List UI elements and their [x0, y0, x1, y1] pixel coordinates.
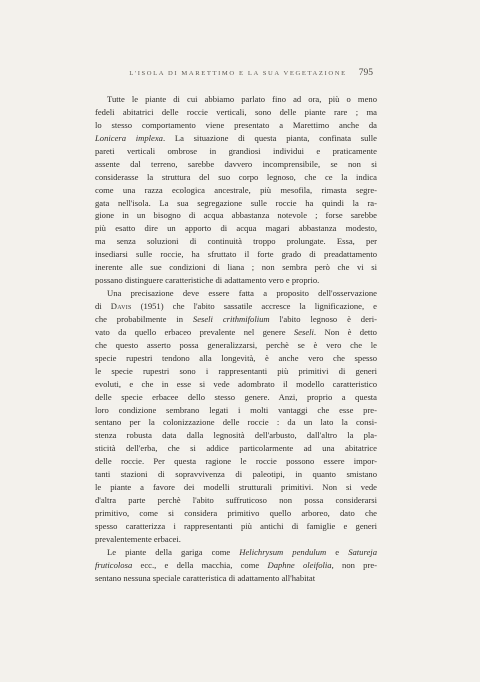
text-run: l'abito legnoso è deri-: [269, 313, 377, 324]
running-head: L'ISOLA DI MARETTIMO E LA SUA VEGETAZIONE: [129, 70, 347, 77]
text-line: [95, 429, 377, 442]
text-run: le specie rupestri sono i rappresentanti più primitivi di generi: [95, 365, 377, 376]
text-run: insediarsi sulle roccie, ha sfruttato il forte grado di preadattamento: [95, 249, 377, 260]
text-line: [95, 416, 377, 429]
text-line: [95, 352, 377, 365]
text-line: [95, 261, 377, 274]
text-line: [95, 222, 377, 235]
text-run: gione in un bisogno di acqua abbastanza notevole ; forse sarebbe: [95, 210, 377, 221]
text-run: (1951) che l'abito sassatile accresce la lignificazione, e: [131, 301, 377, 311]
text-line: [95, 481, 377, 494]
text-run: sentano nessuna speciale caratteristica di adattamento all'habitat: [95, 572, 316, 583]
text-line: [95, 145, 377, 158]
text-line: [95, 365, 377, 378]
text-line: [95, 248, 377, 261]
text-line: [95, 132, 377, 145]
text-run: delle specie erbacee dello stesso genere. Anzi, proprio a questa: [95, 391, 377, 402]
species-name: Lonicera implexa: [95, 132, 163, 143]
text-run: le piante a favore dei modelli strutturali primitivi. Non si vede: [95, 482, 377, 493]
species-name: Satureja: [348, 546, 377, 557]
text-run: che probabilmente in: [95, 313, 193, 324]
text-line: [95, 546, 377, 559]
text-line: [95, 326, 377, 339]
text-line: [95, 197, 377, 210]
text-run: ecc., e della macchia, come: [132, 559, 268, 570]
text-line: [95, 313, 377, 326]
text-run: vato da quello erbaceo prevalente nel genere: [95, 326, 294, 337]
text-line: [95, 184, 377, 197]
text-line: [95, 391, 377, 404]
text-run: primitivo, come si considera primitivo quello arboreo, dato che: [95, 508, 377, 518]
text-run: ma senza soluzioni di continuità troppo prolungate. Essa, per: [95, 236, 377, 247]
text-line: [95, 119, 377, 132]
text-line: [95, 455, 377, 468]
species-name: Seseli: [293, 326, 314, 337]
text-run: , non pre-: [331, 559, 377, 570]
text-run: come una razza ecologica ancestrale, più mesofila, rimasta segre-: [95, 184, 377, 195]
text-line: [95, 572, 377, 585]
text-line: [95, 533, 377, 546]
text-line: [95, 559, 377, 572]
text-run: Tutte le piante di cui abbiamo parlato fino ad ora, più o meno: [107, 94, 377, 104]
species-name: Daphne oleifolia: [267, 559, 332, 570]
text-line: [95, 274, 377, 287]
text-line: [95, 468, 377, 481]
text-line: [95, 209, 377, 222]
text-run: sticità dell'erba, che si addice particolarmente ad una abitatrice: [95, 443, 377, 454]
page-number: 795: [358, 68, 373, 78]
text-run: lo stesso comportamento viene presentato a Marettimo anche da: [95, 119, 377, 130]
text-run: pareti verticali ombrose in grandiosi individui e praticamente: [95, 145, 377, 156]
species-name: Seseli crithmifolium: [192, 313, 270, 324]
text-run: spesso caratterizza i rappresentanti più antichi di famiglie e generi: [95, 520, 377, 531]
body-text: [95, 93, 377, 585]
text-line: [95, 507, 377, 520]
text-run: e: [326, 546, 349, 557]
text-line: [95, 235, 377, 248]
text-run: stenza robusta data dalla legnosità dell'arbusto, dall'altro la pla-: [95, 430, 377, 441]
text-line: [95, 339, 377, 352]
text-line: [95, 106, 377, 119]
text-line: [95, 404, 377, 417]
text-run: Le piante della gariga come: [107, 546, 240, 557]
text-run: gata nell'isola. La sua segregazione sulle roccie ha quindi la ra-: [95, 197, 377, 208]
text-line: [95, 171, 377, 184]
text-run: inerente alle sue condizioni di liana ; non sembra però che vi si: [95, 262, 377, 273]
text-run: tanti stazioni di sopravvivenza di paleotipi, in quanto smistano: [95, 469, 377, 480]
text-line: [95, 378, 377, 391]
text-run: evoluti, e che in esse si vede adombrato il modello caratteristico: [95, 378, 377, 389]
text-line: [95, 158, 377, 171]
text-run: specie rupestri tendono alla longevità, è anche vero che spesso: [95, 352, 377, 363]
text-run: delle roccie. Per questa ragione le roccie possono essere impor-: [95, 456, 377, 467]
text-run: fedeli abitatrici delle roccie verticali, sono delle piante rare ; ma: [95, 106, 377, 117]
author-name: Davis: [110, 301, 132, 311]
text-run: sentano per la colonizzazione delle roccie : da un lato la consi-: [95, 417, 377, 428]
text-run: assente dal terreno, sarebbe davvero incomprensibile, se non si: [95, 158, 377, 169]
species-name: fruticolosa: [95, 559, 133, 570]
species-name: Helichrysum pendulum: [239, 546, 327, 557]
text-run: che questo asserto possa generalizzarsi, perchè se è vero che le: [95, 339, 377, 350]
text-run: più esatto dire un apporto di acqua magari abbastanza modesto,: [95, 223, 377, 234]
text-run: . Non è detto: [313, 326, 377, 337]
text-run: . La situazione di questa pianta, confinata sulle: [162, 132, 377, 143]
text-run: Una precisazione deve essere fatta a proposito dell'osservazione: [107, 288, 377, 299]
text-line: [95, 300, 377, 313]
text-line: [95, 442, 377, 455]
text-line: [95, 93, 377, 106]
text-run: di: [95, 301, 111, 311]
text-run: considerasse la struttura del suo corpo legnoso, che ce la indica: [95, 171, 377, 182]
text-line: [95, 287, 377, 300]
text-run: loro condizione sembrano legati i molti vantaggi che esse pre-: [95, 404, 377, 415]
text-run: possano distinguere caratteristiche di adattamento vero e proprio.: [95, 275, 320, 286]
text-line: [95, 494, 377, 507]
text-run: d'altra parte perchè l'abito suffruticoso non possa considerarsi: [95, 495, 377, 506]
text-line: [95, 520, 377, 533]
text-run: prevalentemente erbacei.: [95, 533, 181, 544]
